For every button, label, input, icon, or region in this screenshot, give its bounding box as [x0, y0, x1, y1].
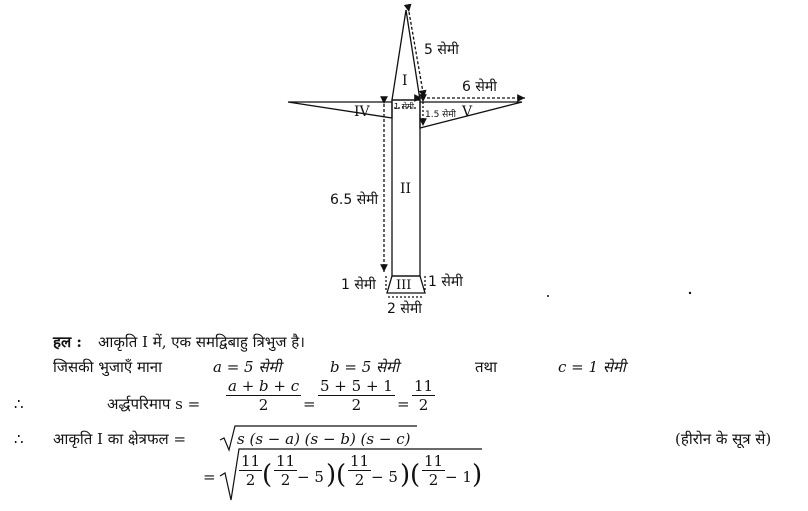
label-6-cm: 6 सेमी: [462, 79, 497, 95]
triangle-IV: [288, 102, 392, 118]
side-a: a = 5 सेमी: [213, 358, 282, 376]
speck-2: [689, 292, 691, 294]
last-fraction-4: $\frac{11}{2}$: [424, 452, 444, 489]
semi-fraction-2: $\frac{5 + 5 + 1}{2}$: [320, 377, 393, 414]
semi-perimeter-label: अर्द्धपरिमाप s =: [107, 395, 201, 413]
label-1-cm-top: 1 सेमी: [394, 102, 414, 111]
last-fraction-1: $\frac{11}{2}$: [241, 452, 261, 489]
equals-1: =: [303, 395, 316, 413]
paren-open-1: (: [262, 460, 273, 490]
heron-expression: s (s − a) (s − b) (s − c): [237, 430, 411, 448]
solution-label: हल :: [53, 333, 82, 351]
label-1-cm-right: 1 सेमी: [428, 274, 463, 290]
heron-note: (हीरोन के सूत्र से): [675, 430, 772, 448]
label-part-II: II: [400, 181, 412, 197]
equals-3: =: [203, 468, 216, 486]
paren-open-2: (: [336, 460, 347, 490]
side-c: c = 1 सेमी: [558, 358, 626, 376]
semi-fraction-1: $\frac{a + b + c}{2}$: [228, 377, 300, 414]
paren-close-1: ): [326, 460, 337, 490]
area-label: आकृति I का क्षेत्रफल =: [53, 430, 187, 448]
label-part-V: V: [462, 104, 473, 120]
semi-fraction-3: $\frac{11}{2}$: [414, 377, 434, 414]
label-part-IV: IV: [354, 104, 370, 120]
term-2: − 5: [371, 468, 398, 486]
paren-close-3: ): [472, 460, 483, 490]
and-word: तथा: [475, 358, 498, 376]
label-1-5-cm: 1.5 सेमी: [425, 110, 456, 120]
last-fraction-2: $\frac{11}{2}$: [276, 452, 296, 489]
label-6-5-cm: 6.5 सेमी: [330, 192, 379, 208]
label-part-III: III: [396, 278, 412, 293]
side-b: b = 5 सेमी: [330, 358, 400, 376]
equals-2: =: [397, 395, 410, 413]
solution-intro: आकृति I में, एक समद्विबाहु त्रिभुज है।: [98, 333, 305, 351]
paren-close-2: ): [400, 460, 411, 490]
last-fraction-3: $\frac{11}{2}$: [350, 452, 370, 489]
dim-line-5: [409, 12, 424, 98]
paren-open-3: (: [410, 460, 421, 490]
label-2-cm: 2 सेमी: [387, 301, 422, 317]
therefore-2: ∴: [14, 430, 24, 448]
label-5-cm: 5 सेमी: [424, 42, 459, 58]
therefore-1: ∴: [14, 395, 24, 413]
speck-1: [547, 295, 549, 297]
term-1: − 5: [297, 468, 324, 486]
label-1-cm-left: 1 सेमी: [341, 277, 376, 293]
sides-text: जिसकी भुजाएँ माना: [53, 358, 163, 376]
label-part-I: I: [402, 73, 408, 89]
term-3: − 1: [445, 468, 472, 486]
